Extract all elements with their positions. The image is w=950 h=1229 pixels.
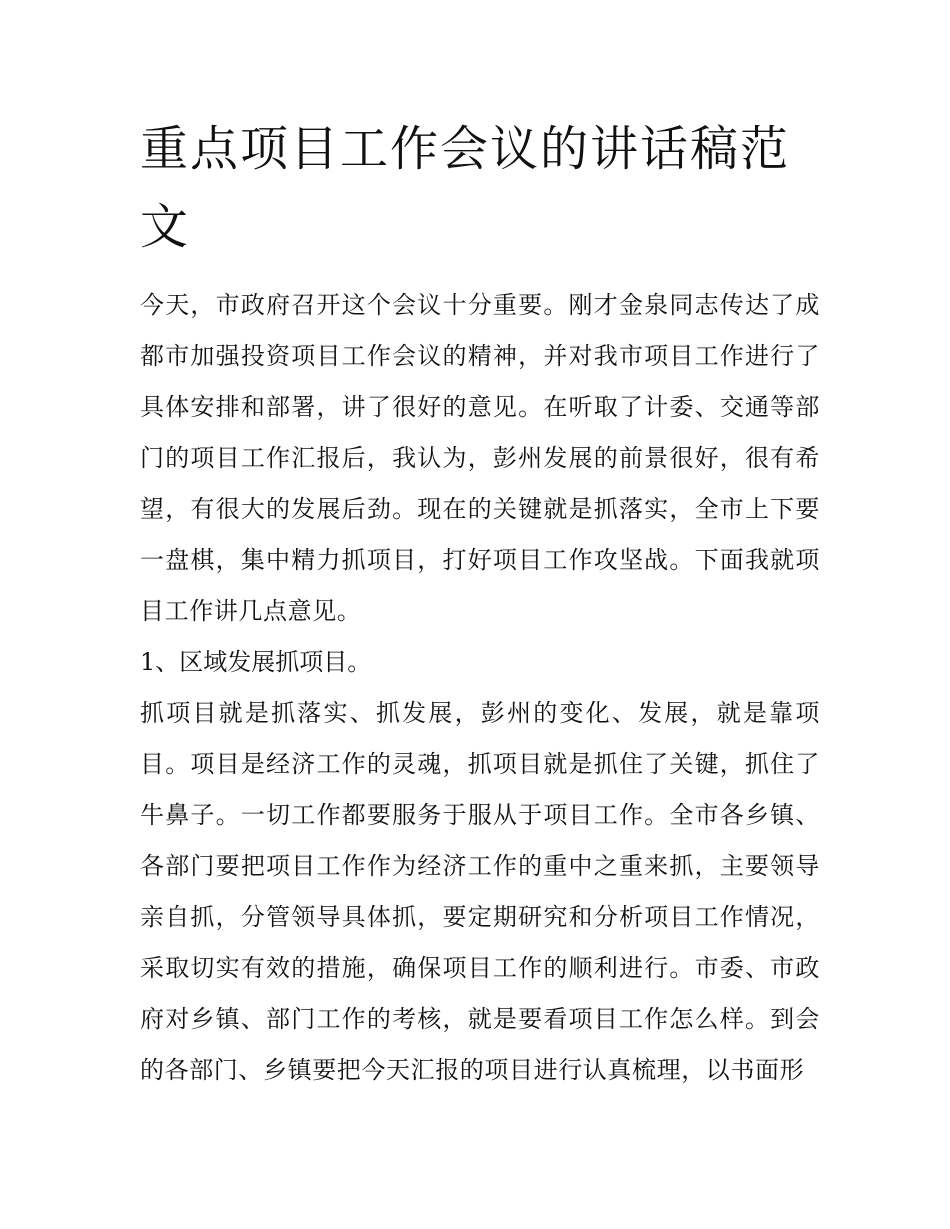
document-page [140,110,820,1096]
document-title: 重点项目工作会议的讲话稿范文 [140,121,791,255]
section-heading: 1、区域发展抓项目。 [140,648,372,676]
intro-paragraph: 今天，市政府召开这个会议十分重要。刚才金泉同志传达了成都市加强投资项目工作会议的精神，并对我市项目工作进行了具体安排和部署，讲了很好的意见。在听取了计委、交通等部门的项目工作汇报后，我认为，彭州发展的前景很好，很有希望，有很大的发展后劲。现在的关键就是抓落实，全市上下要一盘棋，集中精力抓项目，打好项目工作攻坚战。下面我就项目工作讲几点意见。 [140,291,820,625]
section-paragraph: 抓项目就是抓落实、抓发展，彭州的变化、发展，就是靠项目。项目是经济工作的灵魂，抓项目就是抓住了关键，抓住了牛鼻子。一切工作都要服务于服从于项目工作。全市各乡镇、各部门要把项目工作作为经济工作的重中之重来抓，主要领导亲自抓，分管领导具体抓，要定期研究和分析项目工作情况，采取切实有效的措施，确保项目工作的顺利进行。市委、市政府对乡镇、部门工作的考核，就是要看项目工作怎么样。到会的各部门、乡镇要把今天汇报的项目进行认真梳理，以书面形 [140,699,820,1084]
